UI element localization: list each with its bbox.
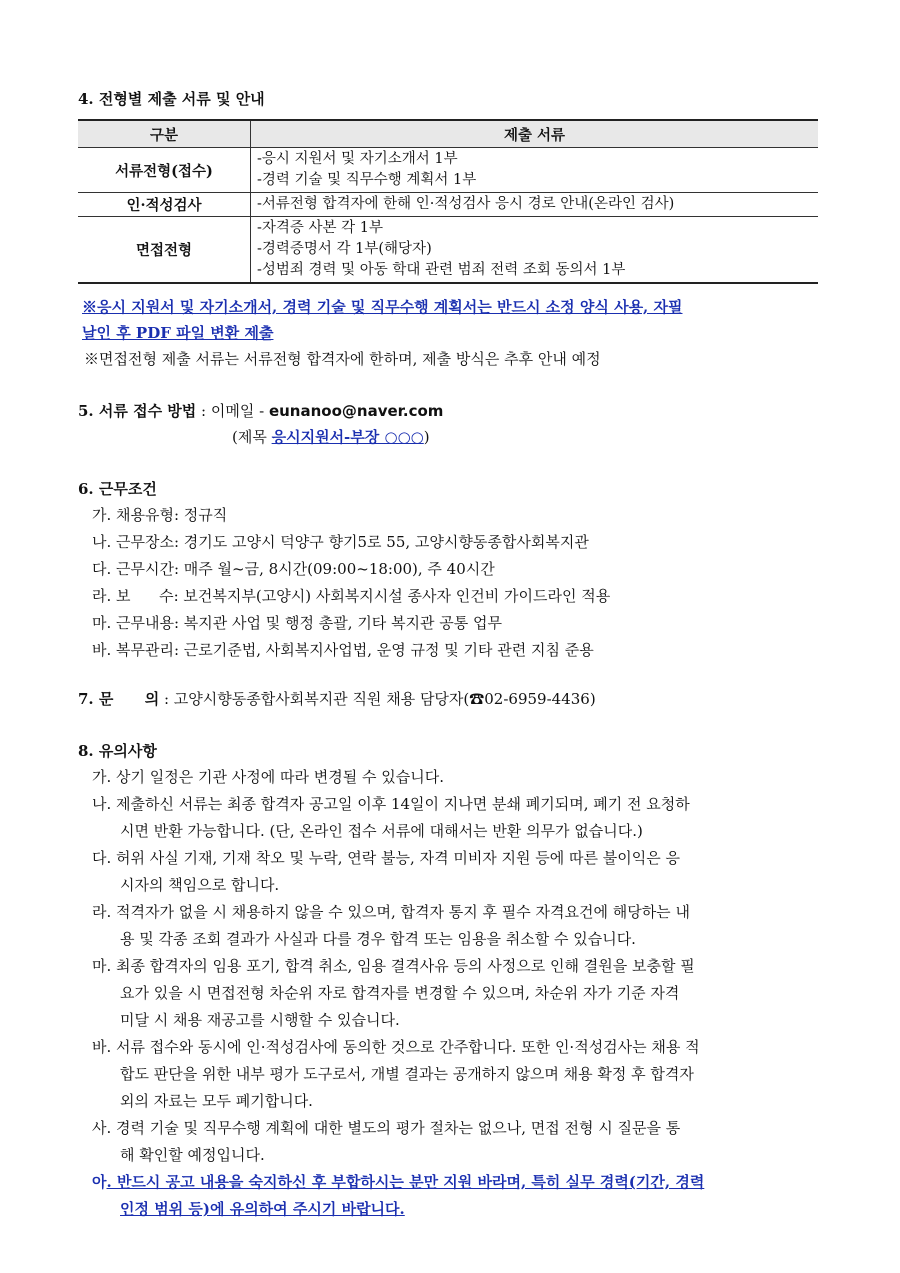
row-stage: 면접전형 [78, 217, 251, 284]
list-item [78, 845, 828, 899]
final-notice [78, 1169, 828, 1223]
doc-line: -자격증 사본 각 1부 [257, 220, 384, 236]
list-item: 다. 근무시간: 매주 월~금, 8시간(09:00~18:00), 주 40시간 [92, 560, 495, 578]
list-item: 나. 근무장소: 경기도 고양시 덕양구 향기5로 55, 고양시향동종합사회복지관 [92, 533, 589, 551]
item-line: 바. 서류 접수와 동시에 인·적성검사에 동의한 것으로 간주합니다. 또한 인·적성검사는 채용 적 [92, 1038, 700, 1056]
item-line: 미달 시 채용 재공고를 시행할 수 있습니다. [120, 1011, 400, 1029]
section-7-title: 7. 문 의 [78, 690, 160, 708]
item-line: 가. 상기 일정은 기관 사정에 따라 변경될 수 있습니다. [92, 768, 444, 786]
doc-line: -경력증명서 각 1부(해당자) [257, 241, 432, 257]
subject-suffix: ) [423, 428, 430, 446]
list-item [78, 1115, 828, 1169]
list-item [78, 953, 828, 1034]
item-line: 외의 자료는 모두 폐기합니다. [120, 1092, 313, 1110]
row-docs [251, 217, 819, 284]
item-line: 합도 판단을 위한 내부 평가 도구로서, 개별 결과는 공개하지 않으며 채용 확정 후 합격자 [120, 1065, 694, 1083]
doc-line: -서류전형 합격자에 한해 인·적성검사 응시 경로 안내(온라인 검사) [257, 196, 675, 212]
list-item [78, 899, 828, 953]
item-line: 시자의 책임으로 합니다. [120, 876, 280, 894]
table-row [78, 217, 818, 284]
item-line: 요가 있을 시 면접전형 차순위 자로 합격자를 변경할 수 있으며, 차순위 자가 기준 자격 [120, 984, 680, 1002]
required-form-note-line: 날인 후 PDF 파일 변환 제출 [82, 324, 274, 342]
header-category: 구분 [78, 120, 251, 148]
section-5-method: : 이메일 - [196, 402, 269, 420]
doc-line: -성범죄 경력 및 아동 학대 관련 범죄 전력 조회 동의서 1부 [257, 262, 626, 278]
list-item: 마. 근무내용: 복지관 사업 및 행정 총괄, 기타 복지관 공통 업무 [92, 614, 503, 632]
list-item: 가. 채용유형: 정규직 [92, 506, 228, 524]
subject-prefix: (제목 [232, 428, 272, 446]
final-notice-line: 인정 범위 등)에 유의하여 주시기 바랍니다. [120, 1200, 405, 1218]
document-page [78, 88, 828, 1223]
list-item: 라. 보 수: 보건복지부(고양시) 사회복지시설 종사자 인건비 가이드라인 적용 [92, 587, 611, 605]
table-header-row [78, 120, 818, 148]
interview-docs-note: ※면접전형 제출 서류는 서류전형 합격자에 한하며, 제출 방식은 추후 안내 예정 [84, 350, 601, 368]
row-stage: 서류전형(접수) [78, 148, 251, 193]
section-5-title: 5. 서류 접수 방법 [78, 402, 197, 420]
list-item [78, 791, 828, 845]
item-line: 시면 반환 가능합니다. (단, 온라인 접수 서류에 대해서는 반환 의무가 없습니다.) [120, 822, 643, 840]
section-8-title: 8. 유의사항 [78, 742, 157, 760]
section-5 [78, 398, 828, 424]
documents-table [78, 119, 818, 284]
section-7 [78, 686, 828, 712]
final-notice-prefix: 아 [92, 1173, 107, 1191]
final-notice-line: . 반드시 공고 내용을 숙지하신 후 부합하시는 분만 지원 바라며, 특히 실무 경력(기간, 경력 [106, 1173, 705, 1191]
item-line: 마. 최종 합격자의 임용 포기, 합격 취소, 임용 결격사유 등의 사정으로 인해 결원을 보충할 필 [92, 957, 695, 975]
list-item: 바. 복무관리: 근로기준법, 사회복지사업법, 운영 규정 및 기타 관련 지침 준용 [92, 641, 594, 659]
required-form-note [78, 294, 828, 346]
contact-text: : 고양시향동종합사회복지관 직원 채용 담당자(☎02-6959-4436) [159, 690, 596, 708]
list-item [78, 1034, 828, 1115]
item-line: 나. 제출하신 서류는 최종 합격자 공고일 이후 14일이 지나면 분쇄 폐기되며, 폐기 전 요청하 [92, 795, 690, 813]
doc-line: -경력 기술 및 직무수행 계획서 1부 [257, 172, 477, 188]
required-form-note-line: ※응시 지원서 및 자기소개서, 경력 기술 및 직무수행 계획서는 반드시 소정 양식 사용, 자필 [82, 298, 683, 316]
item-line: 용 및 각종 조회 결과가 사실과 다를 경우 합격 또는 임용을 취소할 수 있습니다. [120, 930, 636, 948]
email-address: eunanoo@naver.com [268, 402, 444, 420]
header-documents: 제출 서류 [251, 120, 819, 148]
doc-line: -응시 지원서 및 자기소개서 1부 [257, 151, 458, 167]
list-item [78, 764, 828, 791]
row-docs [251, 193, 819, 217]
email-subject-line [78, 424, 828, 450]
item-line: 라. 적격자가 없을 시 채용하지 않을 수 있으며, 합격자 통지 후 필수 자격요건에 해당하는 내 [92, 903, 690, 921]
table-row [78, 148, 818, 193]
item-line: 해 확인할 예정입니다. [120, 1146, 265, 1164]
section-4-title: 4. 전형별 제출 서류 및 안내 [78, 90, 265, 108]
email-subject: 응시지원서-부장 ○○○ [271, 428, 424, 446]
row-docs [251, 148, 819, 193]
section-6-title: 6. 근무조건 [78, 480, 157, 498]
table-row [78, 193, 818, 217]
item-line: 사. 경력 기술 및 직무수행 계획에 대한 별도의 평가 절차는 없으나, 면접 전형 시 질문을 통 [92, 1119, 681, 1137]
row-stage: 인·적성검사 [78, 193, 251, 217]
item-line: 다. 허위 사실 기재, 기재 착오 및 누락, 연락 불능, 자격 미비자 지원 등에 따른 불이익은 응 [92, 849, 681, 867]
